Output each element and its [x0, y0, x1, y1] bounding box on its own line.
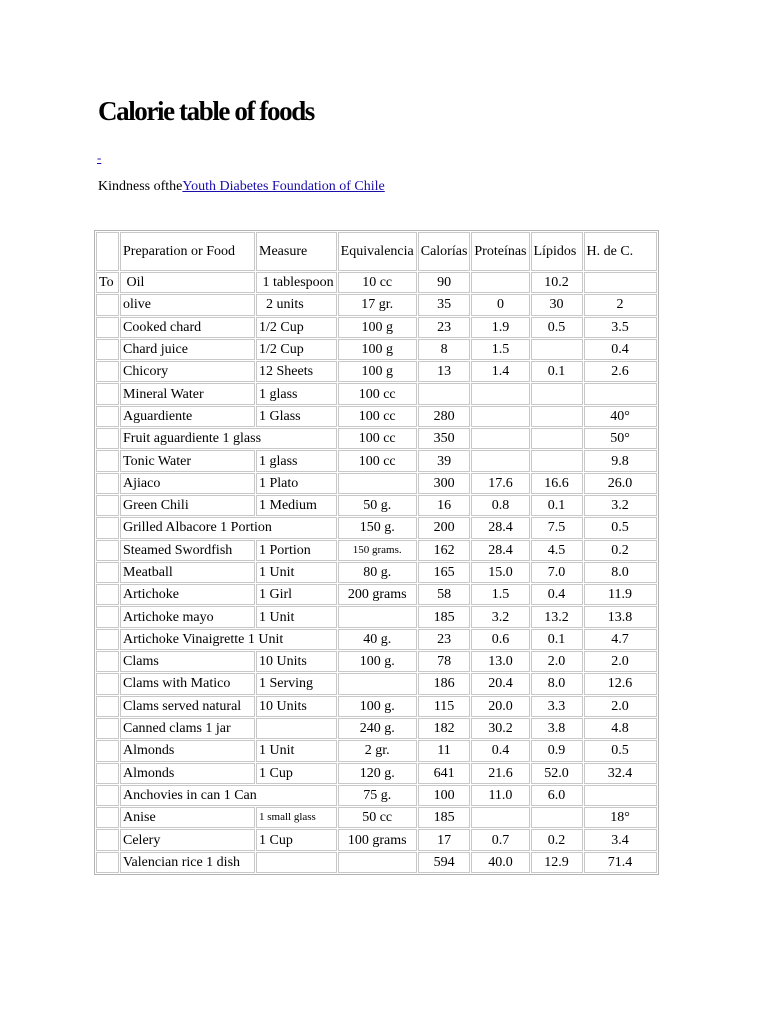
carbs-cell	[584, 272, 657, 293]
carbs-cell: 2.0	[584, 651, 657, 672]
calories-cell: 182	[418, 718, 471, 739]
equivalence-cell: 100 cc	[338, 450, 417, 471]
row-marker	[96, 740, 119, 761]
calories-cell: 300	[418, 473, 471, 494]
equivalence-cell: 120 g.	[338, 763, 417, 784]
food-cell: Clams	[120, 651, 255, 672]
measure-cell: 1/2 Cup	[256, 339, 337, 360]
lipids-cell: 7.5	[531, 517, 583, 538]
carbs-cell: 8.0	[584, 562, 657, 583]
row-marker	[96, 718, 119, 739]
calories-cell: 35	[418, 294, 471, 315]
table-row	[96, 629, 657, 650]
row-marker	[96, 383, 119, 404]
protein-cell: 0	[471, 294, 529, 315]
carbs-cell: 3.5	[584, 317, 657, 338]
foundation-link[interactable]: Youth Diabetes Foundation of Chile	[182, 179, 385, 194]
row-marker	[96, 673, 119, 694]
carbs-cell: 3.2	[584, 495, 657, 516]
lipids-cell: 13.2	[531, 606, 583, 627]
carbs-cell: 32.4	[584, 763, 657, 784]
dash-link[interactable]: -	[97, 150, 102, 165]
carbs-cell: 40°	[584, 406, 657, 427]
carbs-cell: 12.6	[584, 673, 657, 694]
equivalence-cell: 100 g	[338, 361, 417, 382]
food-cell: Chicory	[120, 361, 255, 382]
calories-cell: 39	[418, 450, 471, 471]
carbs-cell: 11.9	[584, 584, 657, 605]
lipids-cell: 8.0	[531, 673, 583, 694]
lipids-cell: 10.2	[531, 272, 583, 293]
food-cell: Cooked chard	[120, 317, 255, 338]
carbs-cell: 0.5	[584, 517, 657, 538]
lipids-cell	[531, 428, 583, 449]
lipids-cell	[531, 406, 583, 427]
calories-cell: 100	[418, 785, 471, 806]
table-row	[96, 540, 657, 561]
row-marker	[96, 473, 119, 494]
equivalence-cell: 50 g.	[338, 495, 417, 516]
protein-cell: 1.5	[471, 584, 529, 605]
protein-cell: 28.4	[471, 517, 529, 538]
row-marker	[96, 807, 119, 828]
protein-cell	[471, 406, 529, 427]
carbs-cell	[584, 383, 657, 404]
food-cell: Fruit aguardiente 1 glass	[120, 428, 337, 449]
measure-cell: 1 Unit	[256, 740, 337, 761]
protein-cell: 0.6	[471, 629, 529, 650]
header-prot: Proteínas	[471, 232, 529, 271]
carbs-cell: 2	[584, 294, 657, 315]
measure-cell: 1 Unit	[256, 606, 337, 627]
lipids-cell: 4.5	[531, 540, 583, 561]
lipids-cell	[531, 807, 583, 828]
carbs-cell: 0.5	[584, 740, 657, 761]
equivalence-cell: 100 cc	[338, 383, 417, 404]
table-row	[96, 673, 657, 694]
protein-cell	[471, 383, 529, 404]
measure-cell: 1 tablespoon	[256, 272, 337, 293]
food-cell: Oil	[120, 272, 255, 293]
table-row	[96, 317, 657, 338]
table-row	[96, 339, 657, 360]
food-cell: Anchovies in can 1 Can	[120, 785, 337, 806]
protein-cell: 1.4	[471, 361, 529, 382]
protein-cell: 28.4	[471, 540, 529, 561]
equivalence-cell: 80 g.	[338, 562, 417, 583]
header-equiv: Equivalencia	[338, 232, 417, 271]
food-cell: olive	[120, 294, 255, 315]
header-blank	[96, 232, 119, 271]
calories-cell: 162	[418, 540, 471, 561]
protein-cell: 1.9	[471, 317, 529, 338]
food-cell: Valencian rice 1 dish	[120, 852, 255, 873]
credit-prefix: Kindness ofthe	[98, 179, 183, 194]
table-row	[96, 383, 657, 404]
row-marker	[96, 450, 119, 471]
row-marker	[96, 763, 119, 784]
food-cell: Green Chili	[120, 495, 255, 516]
calories-cell: 13	[418, 361, 471, 382]
food-cell: Anise	[120, 807, 255, 828]
table-row	[96, 406, 657, 427]
equivalence-cell: 150 grams.	[338, 540, 417, 561]
table-row	[96, 517, 657, 538]
lipids-cell: 3.3	[531, 696, 583, 717]
lipids-cell: 2.0	[531, 651, 583, 672]
food-cell: Artichoke mayo	[120, 606, 255, 627]
equivalence-cell: 2 gr.	[338, 740, 417, 761]
lipids-cell: 6.0	[531, 785, 583, 806]
table-row	[96, 829, 657, 850]
table-row	[96, 606, 657, 627]
table-row	[96, 651, 657, 672]
protein-cell: 0.4	[471, 740, 529, 761]
measure-cell: 1 Plato	[256, 473, 337, 494]
carbs-cell: 0.4	[584, 339, 657, 360]
row-marker	[96, 540, 119, 561]
calories-cell: 350	[418, 428, 471, 449]
equivalence-cell: 40 g.	[338, 629, 417, 650]
measure-cell: 12 Sheets	[256, 361, 337, 382]
credit-line	[98, 179, 399, 195]
food-cell: Chard juice	[120, 339, 255, 360]
header-measure: Measure	[256, 232, 337, 271]
page-title: Calorie table of foods	[98, 96, 314, 126]
equivalence-cell: 10 cc	[338, 272, 417, 293]
equivalence-cell: 100 cc	[338, 406, 417, 427]
table-row	[96, 807, 657, 828]
lipids-cell: 12.9	[531, 852, 583, 873]
food-cell: Ajiaco	[120, 473, 255, 494]
table-row	[96, 473, 657, 494]
equivalence-cell	[338, 473, 417, 494]
protein-cell: 30.2	[471, 718, 529, 739]
protein-cell: 40.0	[471, 852, 529, 873]
table-row	[96, 718, 657, 739]
carbs-cell: 2.6	[584, 361, 657, 382]
calories-cell: 115	[418, 696, 471, 717]
row-marker	[96, 785, 119, 806]
table-row	[96, 294, 657, 315]
calories-cell: 280	[418, 406, 471, 427]
protein-cell: 1.5	[471, 339, 529, 360]
carbs-cell: 2.0	[584, 696, 657, 717]
measure-cell	[256, 718, 337, 739]
protein-cell: 20.4	[471, 673, 529, 694]
protein-cell: 17.6	[471, 473, 529, 494]
carbs-cell: 26.0	[584, 473, 657, 494]
table-row	[96, 696, 657, 717]
measure-cell: 1 glass	[256, 383, 337, 404]
protein-cell	[471, 428, 529, 449]
calories-cell: 16	[418, 495, 471, 516]
lipids-cell	[531, 339, 583, 360]
protein-cell: 20.0	[471, 696, 529, 717]
food-cell: Artichoke Vinaigrette 1 Unit	[120, 629, 337, 650]
protein-cell: 0.8	[471, 495, 529, 516]
row-marker	[96, 852, 119, 873]
table-row	[96, 562, 657, 583]
row-marker	[96, 495, 119, 516]
food-cell: Celery	[120, 829, 255, 850]
measure-cell: 1 Serving	[256, 673, 337, 694]
row-marker	[96, 606, 119, 627]
lipids-cell: 0.2	[531, 829, 583, 850]
measure-cell: 1 Unit	[256, 562, 337, 583]
calories-cell: 17	[418, 829, 471, 850]
row-marker	[96, 517, 119, 538]
equivalence-cell	[338, 606, 417, 627]
header-cal: Calorías	[418, 232, 471, 271]
table-row	[96, 763, 657, 784]
header-prep: Preparation or Food	[120, 232, 255, 271]
protein-cell: 3.2	[471, 606, 529, 627]
measure-cell: 10 Units	[256, 651, 337, 672]
lipids-cell: 52.0	[531, 763, 583, 784]
carbs-cell	[584, 785, 657, 806]
food-cell: Canned clams 1 jar	[120, 718, 255, 739]
lipids-cell: 0.9	[531, 740, 583, 761]
row-marker	[96, 629, 119, 650]
calories-cell: 78	[418, 651, 471, 672]
row-marker	[96, 294, 119, 315]
row-marker	[96, 651, 119, 672]
food-cell: Mineral Water	[120, 383, 255, 404]
measure-cell: 1 glass	[256, 450, 337, 471]
food-cell: Artichoke	[120, 584, 255, 605]
food-cell: Tonic Water	[120, 450, 255, 471]
row-marker	[96, 317, 119, 338]
carbs-cell: 4.7	[584, 629, 657, 650]
carbs-cell: 50°	[584, 428, 657, 449]
row-marker	[96, 339, 119, 360]
food-cell: Almonds	[120, 740, 255, 761]
row-marker: To	[96, 272, 119, 293]
measure-cell: 1/2 Cup	[256, 317, 337, 338]
calories-cell: 641	[418, 763, 471, 784]
table-row	[96, 361, 657, 382]
row-marker	[96, 406, 119, 427]
lipids-cell: 3.8	[531, 718, 583, 739]
carbs-cell: 4.8	[584, 718, 657, 739]
protein-cell	[471, 450, 529, 471]
equivalence-cell	[338, 852, 417, 873]
carbs-cell: 13.8	[584, 606, 657, 627]
table-row	[96, 272, 657, 293]
row-marker	[96, 696, 119, 717]
calories-cell: 594	[418, 852, 471, 873]
equivalence-cell: 100 g	[338, 317, 417, 338]
measure-cell: 2 units	[256, 294, 337, 315]
protein-cell: 21.6	[471, 763, 529, 784]
equivalence-cell: 17 gr.	[338, 294, 417, 315]
measure-cell: 1 Portion	[256, 540, 337, 561]
table-row	[96, 785, 657, 806]
carbs-cell: 0.2	[584, 540, 657, 561]
protein-cell: 0.7	[471, 829, 529, 850]
food-cell: Meatball	[120, 562, 255, 583]
calories-cell: 200	[418, 517, 471, 538]
calorie-table	[94, 230, 659, 875]
calories-cell	[418, 383, 471, 404]
protein-cell: 13.0	[471, 651, 529, 672]
food-cell: Grilled Albacore 1 Portion	[120, 517, 337, 538]
table-row	[96, 740, 657, 761]
food-cell: Almonds	[120, 763, 255, 784]
calories-cell: 11	[418, 740, 471, 761]
lipids-cell: 7.0	[531, 562, 583, 583]
measure-cell: 1 Girl	[256, 584, 337, 605]
calories-cell: 185	[418, 606, 471, 627]
header-lip: Lípidos	[531, 232, 583, 271]
equivalence-cell: 75 g.	[338, 785, 417, 806]
calories-cell: 23	[418, 317, 471, 338]
equivalence-cell: 50 cc	[338, 807, 417, 828]
lipids-cell: 16.6	[531, 473, 583, 494]
food-cell: Clams served natural	[120, 696, 255, 717]
table-row	[96, 450, 657, 471]
calories-cell: 186	[418, 673, 471, 694]
equivalence-cell: 100 grams	[338, 829, 417, 850]
carbs-cell: 3.4	[584, 829, 657, 850]
lipids-cell: 0.1	[531, 495, 583, 516]
equivalence-cell: 100 g.	[338, 651, 417, 672]
row-marker	[96, 361, 119, 382]
header-hc: H. de C.	[584, 232, 657, 271]
carbs-cell: 18°	[584, 807, 657, 828]
equivalence-cell: 200 grams	[338, 584, 417, 605]
measure-cell: 10 Units	[256, 696, 337, 717]
food-cell: Aguardiente	[120, 406, 255, 427]
equivalence-cell	[338, 673, 417, 694]
food-cell: Clams with Matico	[120, 673, 255, 694]
lipids-cell: 30	[531, 294, 583, 315]
lipids-cell	[531, 450, 583, 471]
calories-cell: 8	[418, 339, 471, 360]
measure-cell: 1 Cup	[256, 763, 337, 784]
row-marker	[96, 428, 119, 449]
measure-cell: 1 Cup	[256, 829, 337, 850]
calories-cell: 23	[418, 629, 471, 650]
calories-cell: 90	[418, 272, 471, 293]
equivalence-cell: 100 cc	[338, 428, 417, 449]
protein-cell	[471, 807, 529, 828]
carbs-cell: 9.8	[584, 450, 657, 471]
table-row	[96, 428, 657, 449]
lipids-cell: 0.4	[531, 584, 583, 605]
food-cell: Steamed Swordfish	[120, 540, 255, 561]
measure-cell: 1 Medium	[256, 495, 337, 516]
table-row	[96, 584, 657, 605]
row-marker	[96, 562, 119, 583]
row-marker	[96, 829, 119, 850]
calories-cell: 58	[418, 584, 471, 605]
measure-cell: 1 Glass	[256, 406, 337, 427]
table-row	[96, 495, 657, 516]
equivalence-cell: 100 g	[338, 339, 417, 360]
protein-cell: 15.0	[471, 562, 529, 583]
calories-cell: 185	[418, 807, 471, 828]
measure-cell: 1 small glass	[256, 807, 337, 828]
lipids-cell: 0.1	[531, 629, 583, 650]
row-marker	[96, 584, 119, 605]
measure-cell	[256, 852, 337, 873]
carbs-cell: 71.4	[584, 852, 657, 873]
equivalence-cell: 100 g.	[338, 696, 417, 717]
calories-cell: 165	[418, 562, 471, 583]
header-row	[96, 232, 657, 271]
protein-cell: 11.0	[471, 785, 529, 806]
equivalence-cell: 150 g.	[338, 517, 417, 538]
lipids-cell	[531, 383, 583, 404]
equivalence-cell: 240 g.	[338, 718, 417, 739]
table-row	[96, 852, 657, 873]
protein-cell	[471, 272, 529, 293]
lipids-cell: 0.1	[531, 361, 583, 382]
lipids-cell: 0.5	[531, 317, 583, 338]
